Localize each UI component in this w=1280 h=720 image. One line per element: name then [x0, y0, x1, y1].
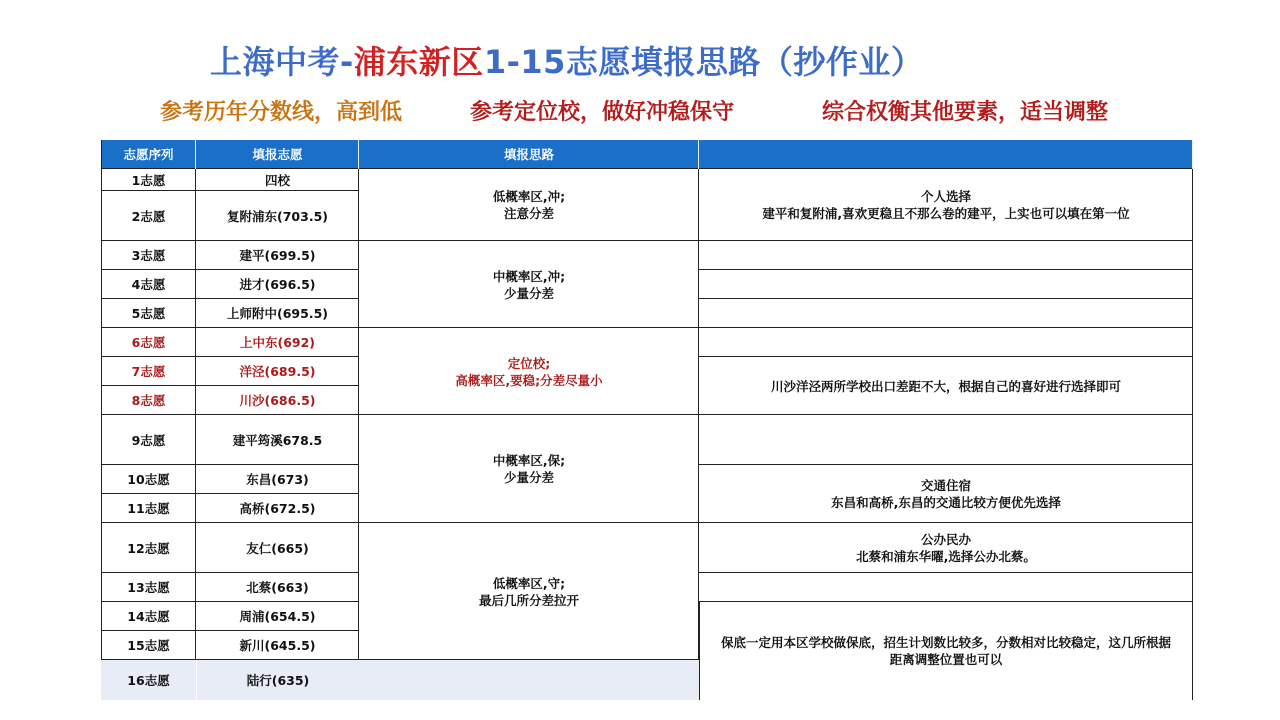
order-cell: 8志愿	[101, 386, 196, 415]
header-strategy: 填报思路	[359, 140, 699, 169]
note-cell-empty	[699, 299, 1193, 328]
header-order: 志愿序列	[101, 140, 196, 169]
strategy-cell	[359, 241, 699, 328]
page-title	[210, 40, 923, 84]
order-cell: 10志愿	[101, 465, 196, 494]
order-cell: 5志愿	[101, 299, 196, 328]
order-cell: 3志愿	[101, 241, 196, 270]
note-line: 北蔡和浦东华曜,选择公办北蔡。	[856, 549, 1036, 564]
order-cell: 14志愿	[101, 602, 196, 631]
note-cell	[699, 357, 1193, 415]
strategy-cell	[359, 415, 699, 523]
subtitle-2: 参考定位校，做好冲稳保守	[470, 100, 735, 125]
note-line: 保底一定用本区学校做保底，招生计划数比较多，分数相对比较稳定，这几所根据	[720, 635, 1171, 650]
subtitle-3: 综合权衡其他要素，适当调整	[822, 100, 1109, 125]
title-part-1: 上海中考-	[210, 43, 354, 81]
school-cell: 高桥(672.5)	[196, 494, 359, 523]
title-part-2: 浦东新区	[353, 43, 484, 81]
school-cell: 上师附中(695.5)	[196, 299, 359, 328]
school-cell: 周浦(654.5)	[196, 602, 359, 631]
note-cell-empty	[699, 270, 1193, 299]
strategy-line: 中概率区,冲;	[492, 268, 566, 284]
order-cell: 15志愿	[101, 631, 196, 660]
order-cell: 13志愿	[101, 573, 196, 602]
note-line: 东昌和高桥,东昌的交通比较方便优先选择	[831, 495, 1061, 510]
note-cell	[699, 169, 1193, 241]
school-cell: 复附浦东(703.5)	[196, 191, 359, 241]
strategy-line: 中概率区,保;	[492, 453, 566, 468]
strategy-cell	[359, 169, 699, 241]
order-cell: 11志愿	[101, 494, 196, 523]
strategy-line: 少量分差	[503, 285, 554, 301]
school-cell: 东昌(673)	[196, 465, 359, 494]
school-cell: 友仁(665)	[196, 523, 359, 573]
note-cell	[699, 523, 1193, 573]
strategy-line: 注意分差	[503, 206, 554, 221]
school-cell: 进才(696.5)	[196, 270, 359, 299]
order-cell: 4志愿	[101, 270, 196, 299]
note-cell-empty	[699, 328, 1193, 357]
order-cell: 2志愿	[101, 191, 196, 241]
note-line: 公办民办	[920, 532, 971, 547]
school-cell: 北蔡(663)	[196, 573, 359, 602]
header-notes	[699, 140, 1193, 169]
school-cell: 陆行(635)	[196, 660, 359, 700]
school-cell: 上中东(692)	[196, 328, 359, 357]
note-cell-empty	[699, 415, 1193, 465]
header-school: 填报志愿	[196, 140, 359, 169]
strategy-line: 低概率区,守;	[492, 575, 566, 591]
note-line: 建平和复附浦,喜欢更稳且不那么卷的建平，上实也可以填在第一位	[762, 206, 1130, 221]
order-cell: 1志愿	[101, 169, 196, 191]
order-cell: 6志愿	[101, 328, 196, 357]
order-cell: 7志愿	[101, 357, 196, 386]
school-cell: 四校	[196, 169, 359, 191]
school-cell: 川沙(686.5)	[196, 386, 359, 415]
strategy-cell	[359, 523, 699, 660]
strategy-line: 少量分差	[503, 470, 554, 485]
note-cell	[699, 602, 1193, 700]
strategy-cell-empty	[359, 660, 699, 700]
subtitle-1: 参考历年分数线，高到低	[160, 100, 403, 125]
school-cell: 建平(699.5)	[196, 241, 359, 270]
school-cell: 建平筠溪678.5	[196, 415, 359, 465]
note-cell-empty	[699, 241, 1193, 270]
school-cell: 洋泾(689.5)	[196, 357, 359, 386]
strategy-line: 定位校;	[507, 355, 551, 371]
title-part-3: 1-15志愿填报思路（抄作业）	[483, 43, 924, 81]
strategy-cell	[359, 328, 699, 415]
order-cell: 12志愿	[101, 523, 196, 573]
note-line: 川沙洋泾两所学校出口差距不大，根据自己的喜好进行选择即可	[770, 378, 1121, 394]
note-cell	[699, 465, 1193, 523]
strategy-line: 高概率区,要稳;分差尽量小	[455, 372, 603, 388]
note-line: 距离调整位置也可以	[889, 652, 1003, 667]
order-cell: 9志愿	[101, 415, 196, 465]
note-line: 交通住宿	[920, 478, 971, 493]
strategy-line: 最后几所分差拉开	[478, 592, 579, 608]
note-line: 个人选择	[920, 189, 971, 204]
strategy-line: 低概率区,冲;	[492, 189, 566, 204]
order-cell: 16志愿	[101, 660, 196, 700]
school-cell: 新川(645.5)	[196, 631, 359, 660]
note-cell-empty	[699, 573, 1193, 602]
volunteer-table	[101, 140, 1193, 700]
